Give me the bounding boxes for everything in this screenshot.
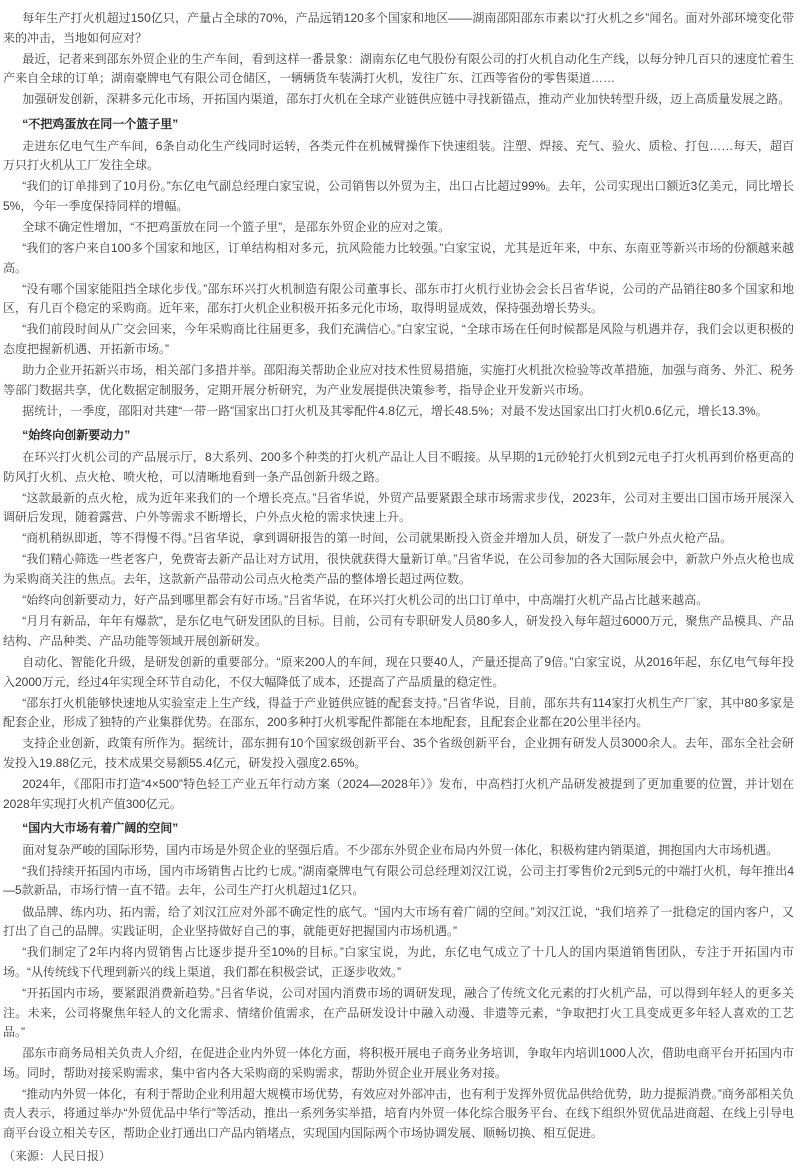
article-paragraph: 全球不确定性增加，“不把鸡蛋放在同一个篮子里”，是邵东外贸企业的应对之策。 — [22, 219, 451, 234]
article-paragraph: 支持企业创新，政策有所作为。据统计，邵东拥有10个国家级创新平台、35个省级创新平台，企业拥有研发人员3000余人。去年，邵东全社会研发投入19.88亿元，技术成果交易额55.4亿元，研发投入强度2.65%。 — [3, 736, 794, 770]
article-paragraph: “我们持续开拓国内市场，国内市场销售占比约七成。”湖南豪牌电气有限公司总经理刘汉江说，公司主打零售价2元到5元的中端打火机，每年推出4—5款新品，市场行情一直不错。去年，公司生产打火机超过1亿只。 — [3, 863, 794, 898]
article-paragraph: 自动化、智能化升级，是研发创新的重要部分。“原来200人的车间，现在只要40人，产量还提高了9倍。”白家宝说，从2016年起，东亿电气每年投入2000万元，经过4年实现全环节自动化，不仅大幅降低了成本，还提高了产品质量的稳定性。 — [3, 654, 794, 689]
section-heading-1: “不把鸡蛋放在同一个篮子里” — [22, 116, 179, 131]
section-heading-3: “国内大市场有着广阔的空间” — [22, 821, 179, 836]
article-paragraph: “月月有新品，年年有爆款”，是东亿电气研发团队的目标。目前，公司有专职研发人员80多人，研发投入每年超过6000万元，聚焦产品模具、产品结构、产品种类、产品功能等领域开展创新研发。 — [3, 614, 794, 648]
article-paragraph: “我们前段时间从广交会回来，今年采购商比往届更多，我们充满信心。”白家宝说，“全球市场在任何时候都是风险与机遇并存，我们会以更积极的态度把握新机遇、开拓新市场。” — [3, 322, 794, 356]
article-paragraph: “开拓国内市场，要紧跟消费新趋势。”吕省华说，公司对国内消费市场的调研发现，融合了传统文化元素的打火机产品，可以得到年轻人的更多关注。未来，公司将聚焦年轻人的文化需求、情绪价值需求，在产品研发设计中融入动漫、非遗等元素，“争取把打火工具变成更多年轻人喜欢的工艺品。” — [3, 985, 794, 1040]
article-paragraph: “推动内外贸一体化，有利于帮助企业利用超大规模市场优势，有效应对外部冲击，也有利于发挥外贸优品供给优势，助力提振消费。”商务部相关负责人表示，将通过举办“外贸优品中华行”等活动，推出一系列务实举措，培育内外贸一体化综合服务平台、在线下组织外贸优品进商超、在线上引导电商平台设立相关专区，帮助企业打通出口产品内销堵点，实现国内国际两个市场协调发展、顺畅切换、相互促进。 — [3, 1086, 794, 1141]
article-paragraph: 邵东市商务局相关负责人介绍，在促进企业内外贸一体化方面，将积极开展电子商务业务培训，争取年内培训1000人次，借助电商平台开拓国内市场。同时，帮助对接采购需求，集中省内各大采购商的采购需求，帮助外贸企业开展业务对接。 — [3, 1046, 794, 1080]
article-paragraph: 最近，记者来到邵东外贸企业的生产车间，看到这样一番景象：湖南东亿电气股份有限公司的打火机自动化生产线，以每分钟几百只的速度忙着生产来自全球的订单；湖南豪牌电气有限公司仓储区，一辆辆货车装满打火机，发往广东、江西等省份的零售渠道…… — [3, 51, 794, 86]
article-paragraph: 助力企业开拓新兴市场，相关部门多措并举。邵阳海关帮助企业应对技术性贸易措施，实施打火机批次检验等改革措施，加强与商务、外汇、税务等部门数据共享，优化数据定制服务，定期开展分析研究，为产业发展提供决策参考，指导企业开发新兴市场。 — [3, 363, 794, 397]
article-paragraph: 2024年，《邵阳市打造“4×500”特色轻工产业五年行动方案（2024—2028年）》发布，中高档打火机产品研发被提到了更加重要的位置，并计划在2028年实现打火机产值300亿元。 — [3, 776, 794, 811]
article-paragraph: 做品牌、练内功、拓内需，给了刘汉江应对外部不确定性的底气。“国内大市场有着广阔的空间。”刘汉江说，“我们培养了一批稳定的国内客户，又打出了自己的品牌。实践证明，企业坚持做好自己的事，就能更好把握国内市场机遇。” — [3, 904, 794, 939]
section-heading-2: “始终向创新要动力” — [22, 428, 131, 443]
article-paragraph: “邵东打火机能够快速地从实验室走上生产线，得益于产业链供应链的配套支持。”吕省华说，目前，邵东共有114家打火机生产厂家，其中80多家是配套企业，形成了独特的产业集群优势。在邵东，200多种打火机零配件都能在本地配套，且配套企业都在20公里半径内。 — [3, 695, 794, 730]
article-paragraph: 走进东亿电气生产车间，6条自动化生产线同时运转，各类元件在机械臂操作下快速组装。注塑、焊接、充气、验火、质检、打包……每天，超百万只打火机从工厂发往全球。 — [3, 138, 794, 173]
article-paragraph: 在环兴打火机公司的产品展示厅，8大系列、200多个种类的打火机产品让人目不暇接。从早期的1元砂轮打火机到2元电子打火机再到价格更高的防风打火机、点火枪、喷火枪，可以清晰地看到一条产品创新升级之路。 — [3, 449, 794, 484]
source-attribution: （来源：人民日报） — [3, 1148, 112, 1163]
article-paragraph: “始终向创新要动力，好产品到哪里都会有好市场。”吕省华说，在环兴打火机公司的出口订单中，中高端打火机产品占比越来越高。 — [22, 593, 709, 608]
article-paragraph: 加强研发创新，深耕多元化市场，开拓国内渠道，邵东打火机在全球产业链供应链中寻找新锚点，推动产业加快转型升级，迈上高质量发展之路。 — [22, 92, 791, 107]
article-paragraph: “我们的订单排到了10月份。”东亿电气副总经理白家宝说，公司销售以外贸为主，出口占比超过99%。去年，公司实现出口额近3亿美元，同比增长5%，今年一季度保持同样的增幅。 — [3, 179, 794, 213]
article-paragraph: “我们制定了2年内将内贸销售占比逐步提升至10%的目标。”白家宝说，为此，东亿电气成立了十几人的国内渠道销售团队，专注于开拓国内市场。“从传统线下代理到新兴的线上渠道，我们都在积极尝试，正逐步收效。” — [3, 945, 794, 979]
article-paragraph: “这款最新的点火枪，成为近年来我们的一个增长亮点。”吕省华说，外贸产品要紧跟全球市场需求步伐，2023年，公司对主要出口国市场开展深入调研后发现，随着露营、户外等需求不断增长，户外点火枪的需求快速上升。 — [3, 490, 794, 525]
article-paragraph: “我们的客户来自100多个国家和地区，订单结构相对多元，抗风险能力比较强。”白家宝说，尤其是近年来，中东、东南亚等新兴市场的份额越来越高。 — [3, 241, 794, 275]
article-paragraph: 每年生产打火机超过150亿只，产量占全球的70%，产品远销120多个国家和地区——湖南邵阳邵东市素以“打火机之乡”闻名。面对外部环境变化带来的冲击，当地如何应对？ — [3, 11, 794, 45]
article-paragraph: “没有哪个国家能阻挡全球化步伐。”邵东环兴打火机制造有限公司董事长、邵东市打火机行业协会会长吕省华说，公司的产品销往80多个国家和地区，有几百个稳定的采购商。近年来，邵东打火机企业积极开拓多元化市场，取得明显成效，保持强劲增长势头。 — [3, 281, 794, 316]
article-paragraph: “我们精心筛选一些老客户，免费寄去新产品让对方试用，很快就获得大量新订单。”吕省华说，在公司参加的各大国际展会中，新款户外点火枪也成为采购商关注的焦点。去年，这款新产品带动公司点火枪类产品的整体增长超过两位数。 — [3, 552, 794, 587]
article-paragraph: 据统计，一季度，邵阳对共建“一带一路”国家出口打火机及其零配件4.8亿元，增长48.5%；对最不发达国家出口打火机0.6亿元，增长13.3%。 — [22, 403, 768, 418]
article-paragraph: “商机稍纵即逝，等不得慢不得。”吕省华说，拿到调研报告的第一时间，公司就果断投入资金并增加人员，研发了一款户外点火枪产品。 — [22, 531, 733, 546]
article-paragraph: 面对复杂严峻的国际形势，国内市场是外贸企业的坚强后盾。不少邵东外贸企业布局内外贸一体化，积极构建内销渠道，拥抱国内大市场机遇。 — [22, 842, 779, 857]
